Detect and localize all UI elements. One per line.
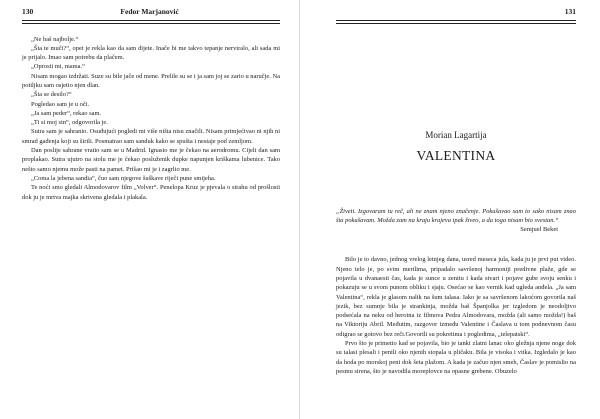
text-line: „Ne baš najbolje.“ xyxy=(31,35,79,43)
text-line: „Šta se desilo?“ xyxy=(31,91,72,99)
header-rule-thin xyxy=(22,23,280,24)
text-line: Te noći smo gledali Almodovarov film „Volver“. Penelopa Kruz je pjevala o strahu od prošlosti dok ju je mrtva majka skrivena gledala i plakala. xyxy=(22,184,280,201)
left-page-number: 130 xyxy=(22,7,34,16)
header-rule-thin xyxy=(336,23,576,24)
chapter-author: Morian Lagartija xyxy=(425,129,487,140)
left-running-head: Fedor Marjanović xyxy=(120,7,179,16)
chapter-title: VALENTINA xyxy=(416,147,496,163)
epigraph: „Živeti. Izgovaram tu reč, ali ne znam njeno značenje. Pokušavao sam to sako nisam znao šta pokušavam. Možda zam na kraju krajeva ipak živeo, a da toga nisam bio svestan.“ xyxy=(336,207,576,224)
text-line: „Oprosti mi, mama.“ xyxy=(31,63,85,71)
right-page-body xyxy=(336,255,576,376)
text-line: Sutra sam je sahranio. Osuđujući pogledi mi više ništa nisu značili. Nisam primjećivao ni njih ni smrad gađenja koji su širili. Posmatrao sam sanduk kako se spušta i nestaje pod zemljom. xyxy=(22,128,280,145)
right-page-header xyxy=(336,6,576,17)
text-line: „Ti si moj sin“, odgovorila je. xyxy=(31,119,108,127)
paragraph: Bilo je to davno, jednog vrelog letnjeg dana, usred meseca jula, kada ju je prvi put video. Njeno telo je, po svim merilima, pripadalo savršenoj harmoniji predivne plaže, gde se pojavila u dvanaesti čas, kada je sunce u zenitu i kada stvari i pojave gube svoju senku i pokazuju se u svom punom obliku i sjaju. Osećao se kao vernik kad ugleda anđela. „Ja sam Valentina“, rekla je glasom nalik na šum talasa. Iako je sa savršenom lakoćom govorila naš jezik, bez sumnje bila je strankinja, možda baš Španjolka jer izgledom je neodoljivo podsećala na neku od heroina iz filmova Pedra Almodovara, možda (ali samo možda!) baš na Viktoriju Abril. Međutim, razgovor između Valentine i Časlava u tom podnevnom času odigrao se gotovo bez reči.Govorili su pokretima i pogledima, „telepatski“. xyxy=(336,256,576,338)
right-page xyxy=(300,0,600,419)
left-page-header xyxy=(22,6,280,17)
header-rule xyxy=(22,20,280,21)
text-line: Dan poslije sahrane vratio sam se u Madrid. Ignasio me je čekao na aerodromu. Cijeli dan sam proplakao. Sutra ujutro na stolu me je čekao posluženik dupke napunjen kriškama lubenice. Tako nešto samo njemu može pasti na pamet. Prišao mi je i zagrlio me. xyxy=(22,147,280,173)
left-page-body xyxy=(22,35,280,202)
paragraph: Prvo što je primetio kad se pojavila, bio je tanki zlatni lanac oko gležnja njene noge dok su talasi plesali i penili oko njenih stopala u pličaku. Bila je visoka i vitka. Izgledalo je kao da hoda po morskoj peni dok šeta plažom. A kada je začuo njen smeh, Časlav je pomislio na pesmu sirena, što je navodila moreplovce na opasne grebene. Obuzelo xyxy=(336,340,576,375)
text-line: „Ja sam peder“, rekao sam. xyxy=(31,109,102,117)
header-rule xyxy=(336,20,576,21)
text-line: Nisam mogao izdržati. Suze su bile jače od mene. Prelile su se i ja sam joj se zario u naručje. Na potiljku sam osjetio njen dlan. xyxy=(22,72,280,89)
right-page-number: 131 xyxy=(564,7,576,16)
text-line: „Šta te muči?“, opet je rekla kao da sam dijete. Inače bi me takvo tepanje nerviralo, ali sada mi je prijalo. Imao sam potrebu da plačem. xyxy=(22,44,280,62)
text-line: Pogledao sam je u oči. xyxy=(31,100,90,108)
epigraph-source: Semjuel Beket xyxy=(520,226,558,234)
text-line: „Coma la jebena sandia“, čuo sam njegove šuškave riječi pune smijeha. xyxy=(31,174,216,182)
